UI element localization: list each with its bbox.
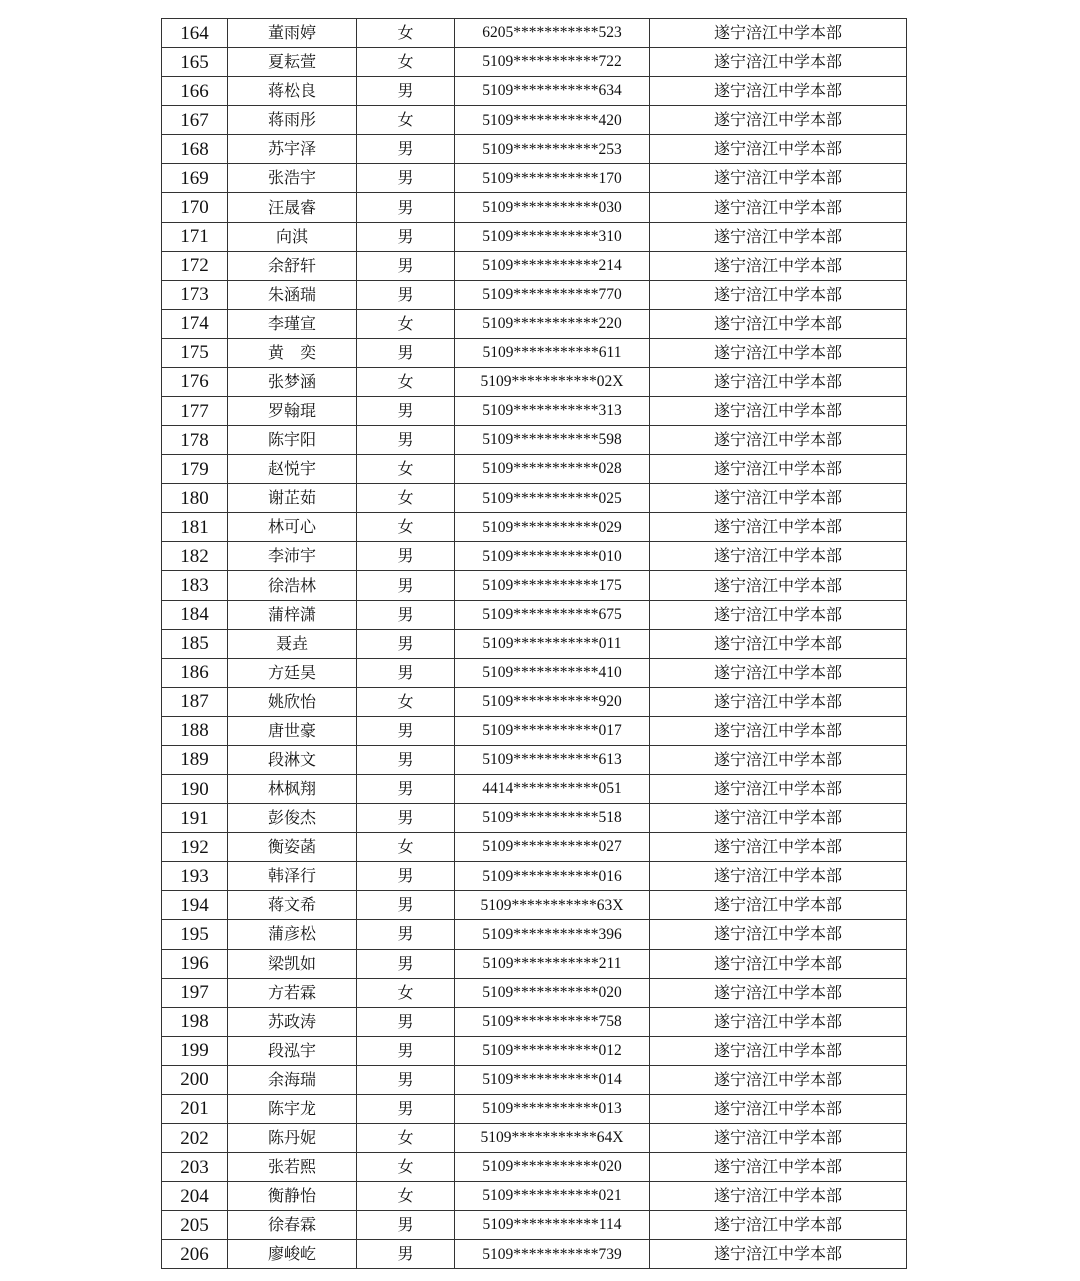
- student-name: 姚欣怡: [228, 687, 357, 716]
- student-gender: 男: [357, 338, 455, 367]
- row-number: 165: [162, 48, 228, 77]
- school-name: 遂宁涪江中学本部: [650, 745, 907, 774]
- student-id-number: 5109***********175: [455, 571, 650, 600]
- school-name: 遂宁涪江中学本部: [650, 367, 907, 396]
- student-name: 方若霖: [228, 978, 357, 1007]
- student-id-number: 5109***********310: [455, 222, 650, 251]
- student-gender: 男: [357, 193, 455, 222]
- school-name: 遂宁涪江中学本部: [650, 1240, 907, 1269]
- school-name: 遂宁涪江中学本部: [650, 251, 907, 280]
- student-name: 蒲梓潇: [228, 600, 357, 629]
- table-row: [162, 251, 907, 280]
- student-gender: 女: [357, 484, 455, 513]
- student-id-number: 5109***********02X: [455, 367, 650, 396]
- student-name: 苏宇泽: [228, 135, 357, 164]
- table-row: [162, 397, 907, 426]
- student-name: 彭俊杰: [228, 804, 357, 833]
- student-name: 段淋文: [228, 745, 357, 774]
- student-name: 谢芷茹: [228, 484, 357, 513]
- row-number: 204: [162, 1182, 228, 1211]
- table-row: [162, 77, 907, 106]
- student-name: 陈丹妮: [228, 1123, 357, 1152]
- table-row: [162, 48, 907, 77]
- school-name: 遂宁涪江中学本部: [650, 48, 907, 77]
- table-row: [162, 1007, 907, 1036]
- student-gender: 女: [357, 309, 455, 338]
- student-id-number: 5109***********313: [455, 397, 650, 426]
- table-row: [162, 1153, 907, 1182]
- row-number: 178: [162, 426, 228, 455]
- student-id-number: 5109***********518: [455, 804, 650, 833]
- table-row: [162, 1240, 907, 1269]
- student-gender: 男: [357, 745, 455, 774]
- student-name: 唐世豪: [228, 716, 357, 745]
- table-row: [162, 600, 907, 629]
- row-number: 181: [162, 513, 228, 542]
- school-name: 遂宁涪江中学本部: [650, 397, 907, 426]
- table-row: [162, 455, 907, 484]
- school-name: 遂宁涪江中学本部: [650, 804, 907, 833]
- row-number: 176: [162, 367, 228, 396]
- student-id-number: 5109***********025: [455, 484, 650, 513]
- table-row: [162, 716, 907, 745]
- row-number: 187: [162, 687, 228, 716]
- school-name: 遂宁涪江中学本部: [650, 571, 907, 600]
- student-name: 林枫翔: [228, 775, 357, 804]
- school-name: 遂宁涪江中学本部: [650, 1182, 907, 1211]
- school-name: 遂宁涪江中学本部: [650, 484, 907, 513]
- student-name: 衡静怡: [228, 1182, 357, 1211]
- student-id-number: 5109***********739: [455, 1240, 650, 1269]
- student-gender: 男: [357, 629, 455, 658]
- student-gender: 男: [357, 600, 455, 629]
- student-gender: 女: [357, 48, 455, 77]
- student-id-number: 5109***********598: [455, 426, 650, 455]
- row-number: 184: [162, 600, 228, 629]
- student-name: 余舒轩: [228, 251, 357, 280]
- school-name: 遂宁涪江中学本部: [650, 1211, 907, 1240]
- school-name: 遂宁涪江中学本部: [650, 164, 907, 193]
- student-name: 张浩宇: [228, 164, 357, 193]
- table-row: [162, 193, 907, 222]
- table-row: [162, 542, 907, 571]
- table-row: [162, 426, 907, 455]
- table-row: [162, 164, 907, 193]
- student-id-number: 5109***********675: [455, 600, 650, 629]
- student-gender: 男: [357, 77, 455, 106]
- student-id-number: 5109***********211: [455, 949, 650, 978]
- student-name: 张梦涵: [228, 367, 357, 396]
- student-name: 李沛宇: [228, 542, 357, 571]
- student-name: 韩泽行: [228, 862, 357, 891]
- student-gender: 男: [357, 164, 455, 193]
- student-id-number: 5109***********027: [455, 833, 650, 862]
- row-number: 164: [162, 19, 228, 48]
- student-id-number: 5109***********020: [455, 978, 650, 1007]
- row-number: 185: [162, 629, 228, 658]
- student-name: 赵悦宇: [228, 455, 357, 484]
- student-name: 蒋松良: [228, 77, 357, 106]
- student-gender: 女: [357, 19, 455, 48]
- school-name: 遂宁涪江中学本部: [650, 775, 907, 804]
- table-row: [162, 513, 907, 542]
- student-name: 夏耘萱: [228, 48, 357, 77]
- row-number: 166: [162, 77, 228, 106]
- student-id-number: 5109***********214: [455, 251, 650, 280]
- table-row: [162, 920, 907, 949]
- table-row: [162, 978, 907, 1007]
- student-gender: 男: [357, 1007, 455, 1036]
- student-id-number: 5109***********63X: [455, 891, 650, 920]
- student-gender: 女: [357, 1153, 455, 1182]
- school-name: 遂宁涪江中学本部: [650, 77, 907, 106]
- roster-body: [162, 19, 907, 1269]
- row-number: 191: [162, 804, 228, 833]
- table-row: [162, 949, 907, 978]
- student-name: 段泓宇: [228, 1036, 357, 1065]
- student-gender: 女: [357, 106, 455, 135]
- student-id-number: 5109***********030: [455, 193, 650, 222]
- row-number: 205: [162, 1211, 228, 1240]
- table-row: [162, 687, 907, 716]
- student-gender: 男: [357, 135, 455, 164]
- student-id-number: 5109***********016: [455, 862, 650, 891]
- student-id-number: 5109***********758: [455, 1007, 650, 1036]
- table-row: [162, 891, 907, 920]
- school-name: 遂宁涪江中学本部: [650, 600, 907, 629]
- student-name: 蒋雨彤: [228, 106, 357, 135]
- student-name: 衡姿菡: [228, 833, 357, 862]
- table-row: [162, 862, 907, 891]
- table-row: [162, 106, 907, 135]
- student-name: 廖峻屹: [228, 1240, 357, 1269]
- table-row: [162, 1123, 907, 1152]
- school-name: 遂宁涪江中学本部: [650, 862, 907, 891]
- school-name: 遂宁涪江中学本部: [650, 920, 907, 949]
- table-row: [162, 629, 907, 658]
- student-name: 张若熙: [228, 1153, 357, 1182]
- school-name: 遂宁涪江中学本部: [650, 1065, 907, 1094]
- table-row: [162, 833, 907, 862]
- student-id-number: 5109***********722: [455, 48, 650, 77]
- student-id-number: 5109***********770: [455, 280, 650, 309]
- row-number: 168: [162, 135, 228, 164]
- student-id-number: 4414***********051: [455, 775, 650, 804]
- student-name: 董雨婷: [228, 19, 357, 48]
- table-row: [162, 135, 907, 164]
- student-name: 黄 奕: [228, 338, 357, 367]
- student-id-number: 5109***********396: [455, 920, 650, 949]
- school-name: 遂宁涪江中学本部: [650, 222, 907, 251]
- student-id-number: 5109***********012: [455, 1036, 650, 1065]
- student-gender: 男: [357, 251, 455, 280]
- table-row: [162, 804, 907, 833]
- student-id-number: 5109***********028: [455, 455, 650, 484]
- student-name: 徐春霖: [228, 1211, 357, 1240]
- school-name: 遂宁涪江中学本部: [650, 135, 907, 164]
- student-gender: 女: [357, 1182, 455, 1211]
- row-number: 170: [162, 193, 228, 222]
- student-id-number: 5109***********253: [455, 135, 650, 164]
- student-id-number: 5109***********410: [455, 658, 650, 687]
- student-name: 徐浩林: [228, 571, 357, 600]
- student-id-number: 5109***********420: [455, 106, 650, 135]
- row-number: 175: [162, 338, 228, 367]
- student-gender: 男: [357, 949, 455, 978]
- student-gender: 男: [357, 804, 455, 833]
- table-row: [162, 1182, 907, 1211]
- row-number: 206: [162, 1240, 228, 1269]
- row-number: 199: [162, 1036, 228, 1065]
- student-gender: 男: [357, 1065, 455, 1094]
- student-id-number: 5109***********114: [455, 1211, 650, 1240]
- row-number: 180: [162, 484, 228, 513]
- student-gender: 男: [357, 280, 455, 309]
- student-gender: 男: [357, 775, 455, 804]
- student-gender: 男: [357, 542, 455, 571]
- row-number: 194: [162, 891, 228, 920]
- student-name: 方廷昊: [228, 658, 357, 687]
- student-name: 聂垚: [228, 629, 357, 658]
- student-id-number: 5109***********920: [455, 687, 650, 716]
- student-gender: 男: [357, 1240, 455, 1269]
- student-name: 余海瑞: [228, 1065, 357, 1094]
- row-number: 190: [162, 775, 228, 804]
- row-number: 186: [162, 658, 228, 687]
- school-name: 遂宁涪江中学本部: [650, 309, 907, 338]
- school-name: 遂宁涪江中学本部: [650, 426, 907, 455]
- student-id-number: 5109***********013: [455, 1094, 650, 1123]
- school-name: 遂宁涪江中学本部: [650, 716, 907, 745]
- student-gender: 男: [357, 862, 455, 891]
- school-name: 遂宁涪江中学本部: [650, 687, 907, 716]
- table-row: [162, 367, 907, 396]
- student-gender: 女: [357, 367, 455, 396]
- row-number: 171: [162, 222, 228, 251]
- student-name: 李瑾宣: [228, 309, 357, 338]
- school-name: 遂宁涪江中学本部: [650, 1007, 907, 1036]
- row-number: 169: [162, 164, 228, 193]
- table-row: [162, 571, 907, 600]
- student-id-number: 5109***********021: [455, 1182, 650, 1211]
- row-number: 167: [162, 106, 228, 135]
- row-number: 192: [162, 833, 228, 862]
- student-gender: 男: [357, 1094, 455, 1123]
- row-number: 172: [162, 251, 228, 280]
- student-id-number: 5109***********64X: [455, 1123, 650, 1152]
- table-row: [162, 484, 907, 513]
- row-number: 195: [162, 920, 228, 949]
- school-name: 遂宁涪江中学本部: [650, 280, 907, 309]
- student-name: 苏政涛: [228, 1007, 357, 1036]
- school-name: 遂宁涪江中学本部: [650, 949, 907, 978]
- school-name: 遂宁涪江中学本部: [650, 106, 907, 135]
- student-gender: 男: [357, 222, 455, 251]
- table-row: [162, 222, 907, 251]
- school-name: 遂宁涪江中学本部: [650, 658, 907, 687]
- table-row: [162, 1065, 907, 1094]
- row-number: 201: [162, 1094, 228, 1123]
- table-row: [162, 745, 907, 774]
- student-name: 蒲彦松: [228, 920, 357, 949]
- student-gender: 女: [357, 513, 455, 542]
- row-number: 196: [162, 949, 228, 978]
- school-name: 遂宁涪江中学本部: [650, 833, 907, 862]
- table-row: [162, 1094, 907, 1123]
- student-name: 蒋文希: [228, 891, 357, 920]
- student-id-number: 5109***********220: [455, 309, 650, 338]
- row-number: 197: [162, 978, 228, 1007]
- student-name: 汪晟睿: [228, 193, 357, 222]
- row-number: 189: [162, 745, 228, 774]
- table-row: [162, 309, 907, 338]
- table-row: [162, 1036, 907, 1065]
- row-number: 198: [162, 1007, 228, 1036]
- school-name: 遂宁涪江中学本部: [650, 1153, 907, 1182]
- school-name: 遂宁涪江中学本部: [650, 19, 907, 48]
- student-name: 罗翰琨: [228, 397, 357, 426]
- school-name: 遂宁涪江中学本部: [650, 629, 907, 658]
- student-gender: 男: [357, 397, 455, 426]
- student-gender: 男: [357, 920, 455, 949]
- student-id-number: 5109***********011: [455, 629, 650, 658]
- table-row: [162, 1211, 907, 1240]
- student-id-number: 5109***********029: [455, 513, 650, 542]
- row-number: 200: [162, 1065, 228, 1094]
- student-gender: 女: [357, 833, 455, 862]
- row-number: 193: [162, 862, 228, 891]
- row-number: 182: [162, 542, 228, 571]
- school-name: 遂宁涪江中学本部: [650, 338, 907, 367]
- student-id-number: 5109***********613: [455, 745, 650, 774]
- row-number: 177: [162, 397, 228, 426]
- student-id-number: 5109***********014: [455, 1065, 650, 1094]
- school-name: 遂宁涪江中学本部: [650, 1036, 907, 1065]
- school-name: 遂宁涪江中学本部: [650, 542, 907, 571]
- school-name: 遂宁涪江中学本部: [650, 891, 907, 920]
- row-number: 173: [162, 280, 228, 309]
- student-id-number: 5109***********020: [455, 1153, 650, 1182]
- student-roster-table: [161, 18, 907, 1269]
- row-number: 202: [162, 1123, 228, 1152]
- student-id-number: 5109***********010: [455, 542, 650, 571]
- row-number: 188: [162, 716, 228, 745]
- school-name: 遂宁涪江中学本部: [650, 513, 907, 542]
- table-row: [162, 775, 907, 804]
- student-gender: 男: [357, 1036, 455, 1065]
- row-number: 179: [162, 455, 228, 484]
- student-gender: 男: [357, 891, 455, 920]
- table-row: [162, 338, 907, 367]
- student-name: 梁凯如: [228, 949, 357, 978]
- student-name: 朱涵瑞: [228, 280, 357, 309]
- student-name: 林可心: [228, 513, 357, 542]
- student-id-number: 5109***********634: [455, 77, 650, 106]
- school-name: 遂宁涪江中学本部: [650, 978, 907, 1007]
- table-row: [162, 280, 907, 309]
- student-name: 陈宇龙: [228, 1094, 357, 1123]
- student-name: 陈宇阳: [228, 426, 357, 455]
- student-gender: 女: [357, 455, 455, 484]
- student-gender: 男: [357, 426, 455, 455]
- student-gender: 男: [357, 1211, 455, 1240]
- student-gender: 男: [357, 658, 455, 687]
- student-gender: 女: [357, 687, 455, 716]
- student-gender: 女: [357, 1123, 455, 1152]
- student-id-number: 5109***********611: [455, 338, 650, 367]
- student-gender: 男: [357, 716, 455, 745]
- row-number: 183: [162, 571, 228, 600]
- student-id-number: 5109***********170: [455, 164, 650, 193]
- school-name: 遂宁涪江中学本部: [650, 1123, 907, 1152]
- row-number: 203: [162, 1153, 228, 1182]
- student-name: 向淇: [228, 222, 357, 251]
- table-row: [162, 658, 907, 687]
- school-name: 遂宁涪江中学本部: [650, 193, 907, 222]
- student-id-number: 6205***********523: [455, 19, 650, 48]
- student-id-number: 5109***********017: [455, 716, 650, 745]
- row-number: 174: [162, 309, 228, 338]
- table-row: [162, 19, 907, 48]
- student-gender: 男: [357, 571, 455, 600]
- student-gender: 女: [357, 978, 455, 1007]
- school-name: 遂宁涪江中学本部: [650, 1094, 907, 1123]
- school-name: 遂宁涪江中学本部: [650, 455, 907, 484]
